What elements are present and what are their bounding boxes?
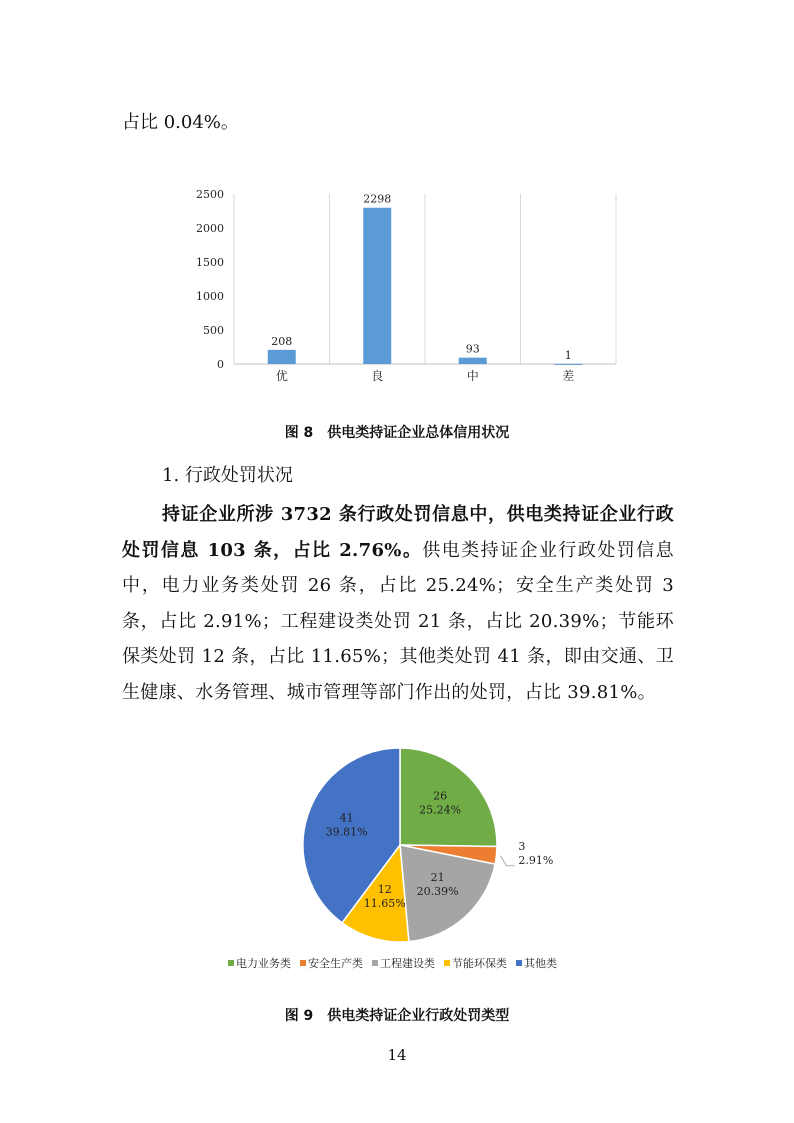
y-tick-label: 0	[217, 358, 224, 371]
legend-swatch	[300, 960, 306, 966]
pie-value-label: 26	[433, 789, 448, 803]
bar-3	[554, 364, 582, 365]
legend-swatch	[228, 960, 234, 966]
bar-data-label: 2298	[363, 192, 392, 206]
bar-data-label: 1	[564, 348, 572, 362]
legend-label: 安全生产类	[308, 957, 363, 970]
leader-line	[500, 856, 514, 866]
bar-1	[363, 208, 391, 364]
bar-0	[268, 350, 296, 364]
legend-swatch	[372, 960, 378, 966]
pie-slice-0	[400, 748, 497, 846]
legend-label: 工程建设类	[380, 957, 435, 970]
x-tick-label: 良	[371, 369, 384, 383]
figure-9-caption: 图 9 供电类持证企业行政处罚类型	[284, 1008, 510, 1024]
figure-8-caption: 图 8 供电类持证企业总体信用状况	[284, 425, 510, 441]
legend-label: 节能环保类	[452, 957, 507, 970]
pie-percent-label: 2.91%	[518, 853, 554, 867]
y-tick-label: 1000	[196, 290, 224, 303]
y-tick-label: 500	[203, 324, 224, 337]
legend-swatch	[444, 960, 450, 966]
pie-value-label: 41	[339, 811, 354, 825]
y-tick-label: 1500	[196, 256, 224, 269]
bar-data-label: 93	[465, 342, 480, 356]
legend-label: 其他类	[524, 957, 557, 970]
pie-percent-label: 11.65%	[363, 897, 406, 911]
y-tick-label: 2500	[196, 188, 224, 201]
section-heading: 1. 行政处罚状况	[162, 465, 293, 486]
x-tick-label: 差	[562, 369, 575, 383]
bar-data-label: 208	[271, 334, 293, 348]
pie-percent-label: 39.81%	[325, 825, 368, 839]
credit-status-bar-chart	[190, 182, 630, 394]
pie-value-label: 3	[518, 839, 526, 853]
pie-percent-label: 25.24%	[419, 803, 462, 817]
y-tick-label: 2000	[196, 222, 224, 235]
pie-percent-label: 20.39%	[416, 884, 459, 898]
pie-value-label: 21	[430, 870, 445, 884]
bar-2	[459, 358, 487, 364]
page-number: 14	[387, 1046, 407, 1064]
penalty-type-pie-chart	[210, 735, 590, 985]
paragraph-bold-text: 持证企业所涉 3732 条行政处罚信息中，供电类持证企业行政处罚信息 103 条，占比 2.76%。	[122, 504, 674, 561]
legend-label: 电力业务类	[236, 957, 291, 970]
legend-swatch	[516, 960, 522, 966]
x-tick-label: 中	[466, 369, 479, 383]
paragraph-text: 供电类持证企业行政处罚信息中，电力业务类处罚 26 条，占比 25.24%；安全生产类处罚 3 条，占比 2.91%；工程建设类处罚 21 条，占比 20.39%；节能环保类处罚 12 条，占比 11.65%；其他类处罚 41 条，即由交通、卫生健康、水务管理、城市管理等部门作出的处罚，占比 39.81%。	[122, 539, 674, 703]
body-paragraph	[122, 497, 674, 710]
x-tick-label: 优	[275, 369, 288, 383]
top-line-text: 占比 0.04%。	[122, 112, 239, 133]
pie-value-label: 12	[377, 883, 392, 897]
